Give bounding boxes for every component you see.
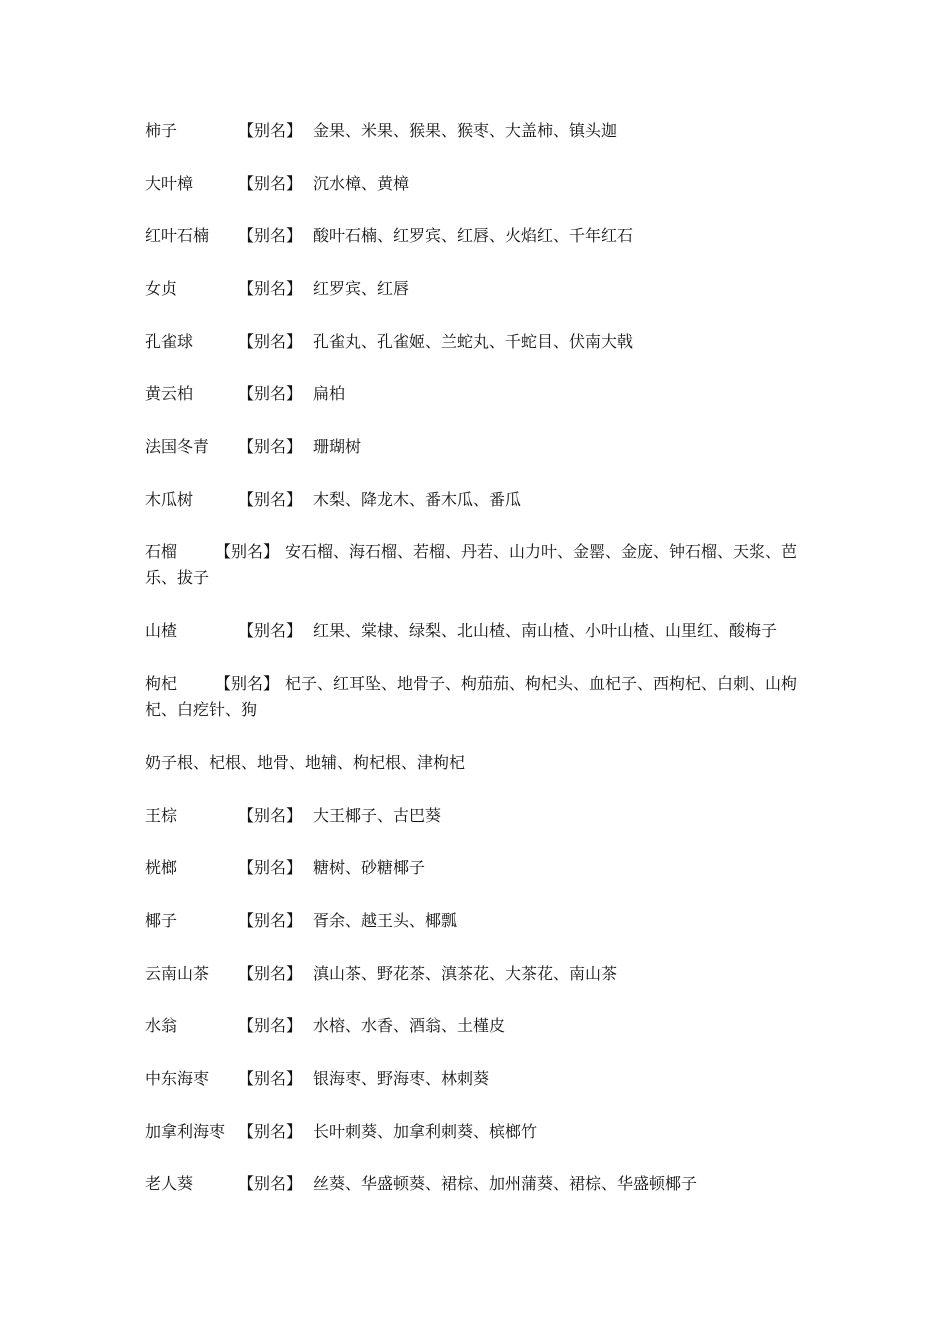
plant-aliases: 金果、米果、猴果、猴枣、大盖柿、镇头迦 bbox=[313, 121, 618, 140]
plant-name: 枸杞 bbox=[145, 674, 178, 693]
plant-aliases: 长叶刺葵、加拿利刺葵、槟榔竹 bbox=[313, 1122, 538, 1141]
plant-name: 中东海枣 bbox=[145, 1069, 210, 1088]
plant-aliases: 红果、棠棣、绿梨、北山楂、南山楂、小叶山楂、山里红、酸梅子 bbox=[313, 621, 778, 640]
plant-entry bbox=[145, 118, 815, 144]
plant-aliases: 沉水樟、黄樟 bbox=[313, 174, 410, 193]
plant-aliases: 胥余、越王头、椰瓢 bbox=[313, 911, 458, 930]
plant-entry bbox=[145, 276, 815, 302]
alias-tag: 【别名】 bbox=[238, 1122, 303, 1141]
plant-entry bbox=[145, 487, 815, 513]
plant-name: 石榴 bbox=[145, 542, 178, 561]
alias-tag: 【别名】 bbox=[238, 964, 303, 983]
plant-aliases: 红罗宾、红唇 bbox=[313, 279, 410, 298]
plant-entry bbox=[145, 671, 815, 723]
plant-aliases: 杞子、红耳坠、地骨子、枸茄茄、枸杞头、血杞子、西枸杞、白刺、山枸杞、白疙针、狗 bbox=[145, 674, 798, 719]
plant-name: 椰子 bbox=[145, 911, 178, 930]
plant-entry bbox=[145, 1013, 815, 1039]
plant-name: 山楂 bbox=[145, 621, 178, 640]
plant-entry bbox=[145, 171, 815, 197]
plant-aliases: 银海枣、野海枣、林刺葵 bbox=[313, 1069, 490, 1088]
plant-aliases: 木梨、降龙木、番木瓜、番瓜 bbox=[313, 490, 522, 509]
continuation-text: 奶子根、杞根、地骨、地辅、枸杞根、津枸杞 bbox=[145, 753, 466, 772]
plant-name: 法国冬青 bbox=[145, 437, 210, 456]
plant-aliases: 水榕、水香、酒翁、土槿皮 bbox=[313, 1016, 506, 1035]
plant-aliases: 扁柏 bbox=[313, 384, 346, 403]
plant-aliases: 滇山茶、野花茶、滇茶花、大茶花、南山茶 bbox=[313, 964, 618, 983]
plant-aliases: 珊瑚树 bbox=[313, 437, 362, 456]
plant-name: 柿子 bbox=[145, 121, 178, 140]
alias-tag: 【别名】 bbox=[238, 858, 303, 877]
alias-tag: 【别名】 bbox=[238, 1174, 303, 1193]
plant-entry bbox=[145, 434, 815, 460]
plant-entry bbox=[145, 1119, 815, 1145]
alias-tag: 【别名】 bbox=[238, 1069, 303, 1088]
plant-aliases: 孔雀丸、孔雀姬、兰蛇丸、千蛇目、伏南大戟 bbox=[313, 332, 634, 351]
alias-tag: 【别名】 bbox=[238, 226, 303, 245]
plant-entry bbox=[145, 329, 815, 355]
plant-entry bbox=[145, 1066, 815, 1092]
alias-tag: 【别名】 bbox=[238, 911, 303, 930]
plant-aliases: 安石榴、海石榴、若榴、丹若、山力叶、金罂、金庞、钟石榴、天浆、芭乐、拔子 bbox=[145, 542, 798, 587]
plant-aliases: 酸叶石楠、红罗宾、红唇、火焰红、千年红石 bbox=[313, 226, 634, 245]
alias-tag: 【别名】 bbox=[238, 621, 303, 640]
alias-tag: 【别名】 bbox=[238, 279, 303, 298]
plant-entry bbox=[145, 618, 815, 644]
plant-name: 女贞 bbox=[145, 279, 178, 298]
plant-aliases: 糖树、砂糖椰子 bbox=[313, 858, 426, 877]
alias-tag: 【别名】 bbox=[238, 490, 303, 509]
plant-name: 云南山茶 bbox=[145, 964, 210, 983]
alias-tag: 【别名】 bbox=[238, 806, 303, 825]
plant-name: 大叶樟 bbox=[145, 174, 194, 193]
plant-aliases: 丝葵、华盛顿葵、裙棕、加州蒲葵、裙棕、华盛顿椰子 bbox=[313, 1174, 698, 1193]
alias-tag: 【别名】 bbox=[238, 332, 303, 351]
plant-name: 孔雀球 bbox=[145, 332, 194, 351]
plant-name: 桄榔 bbox=[145, 858, 178, 877]
plant-name: 木瓜树 bbox=[145, 490, 194, 509]
plant-entry bbox=[145, 381, 815, 407]
plant-name: 王棕 bbox=[145, 806, 178, 825]
plant-aliases: 大王椰子、古巴葵 bbox=[313, 806, 442, 825]
alias-tag: 【别名】 bbox=[238, 437, 303, 456]
plant-name: 水翁 bbox=[145, 1016, 178, 1035]
plant-entry bbox=[145, 803, 815, 829]
alias-tag: 【别名】 bbox=[238, 384, 303, 403]
plant-entry bbox=[145, 908, 815, 934]
plant-entry bbox=[145, 539, 815, 591]
plant-entry bbox=[145, 223, 815, 249]
alias-tag: 【别名】 bbox=[238, 174, 303, 193]
plant-entry bbox=[145, 855, 815, 881]
alias-tag: 【别名】 bbox=[238, 121, 303, 140]
plant-name: 黄云柏 bbox=[145, 384, 194, 403]
alias-tag: 【别名】 bbox=[215, 542, 280, 561]
plant-name: 红叶石楠 bbox=[145, 226, 210, 245]
alias-tag: 【别名】 bbox=[215, 674, 280, 693]
continuation-line bbox=[145, 750, 815, 776]
alias-tag: 【别名】 bbox=[238, 1016, 303, 1035]
plant-name: 加拿利海枣 bbox=[145, 1122, 226, 1141]
plant-entry bbox=[145, 961, 815, 987]
plant-name: 老人葵 bbox=[145, 1174, 194, 1193]
plant-entry bbox=[145, 1171, 815, 1197]
